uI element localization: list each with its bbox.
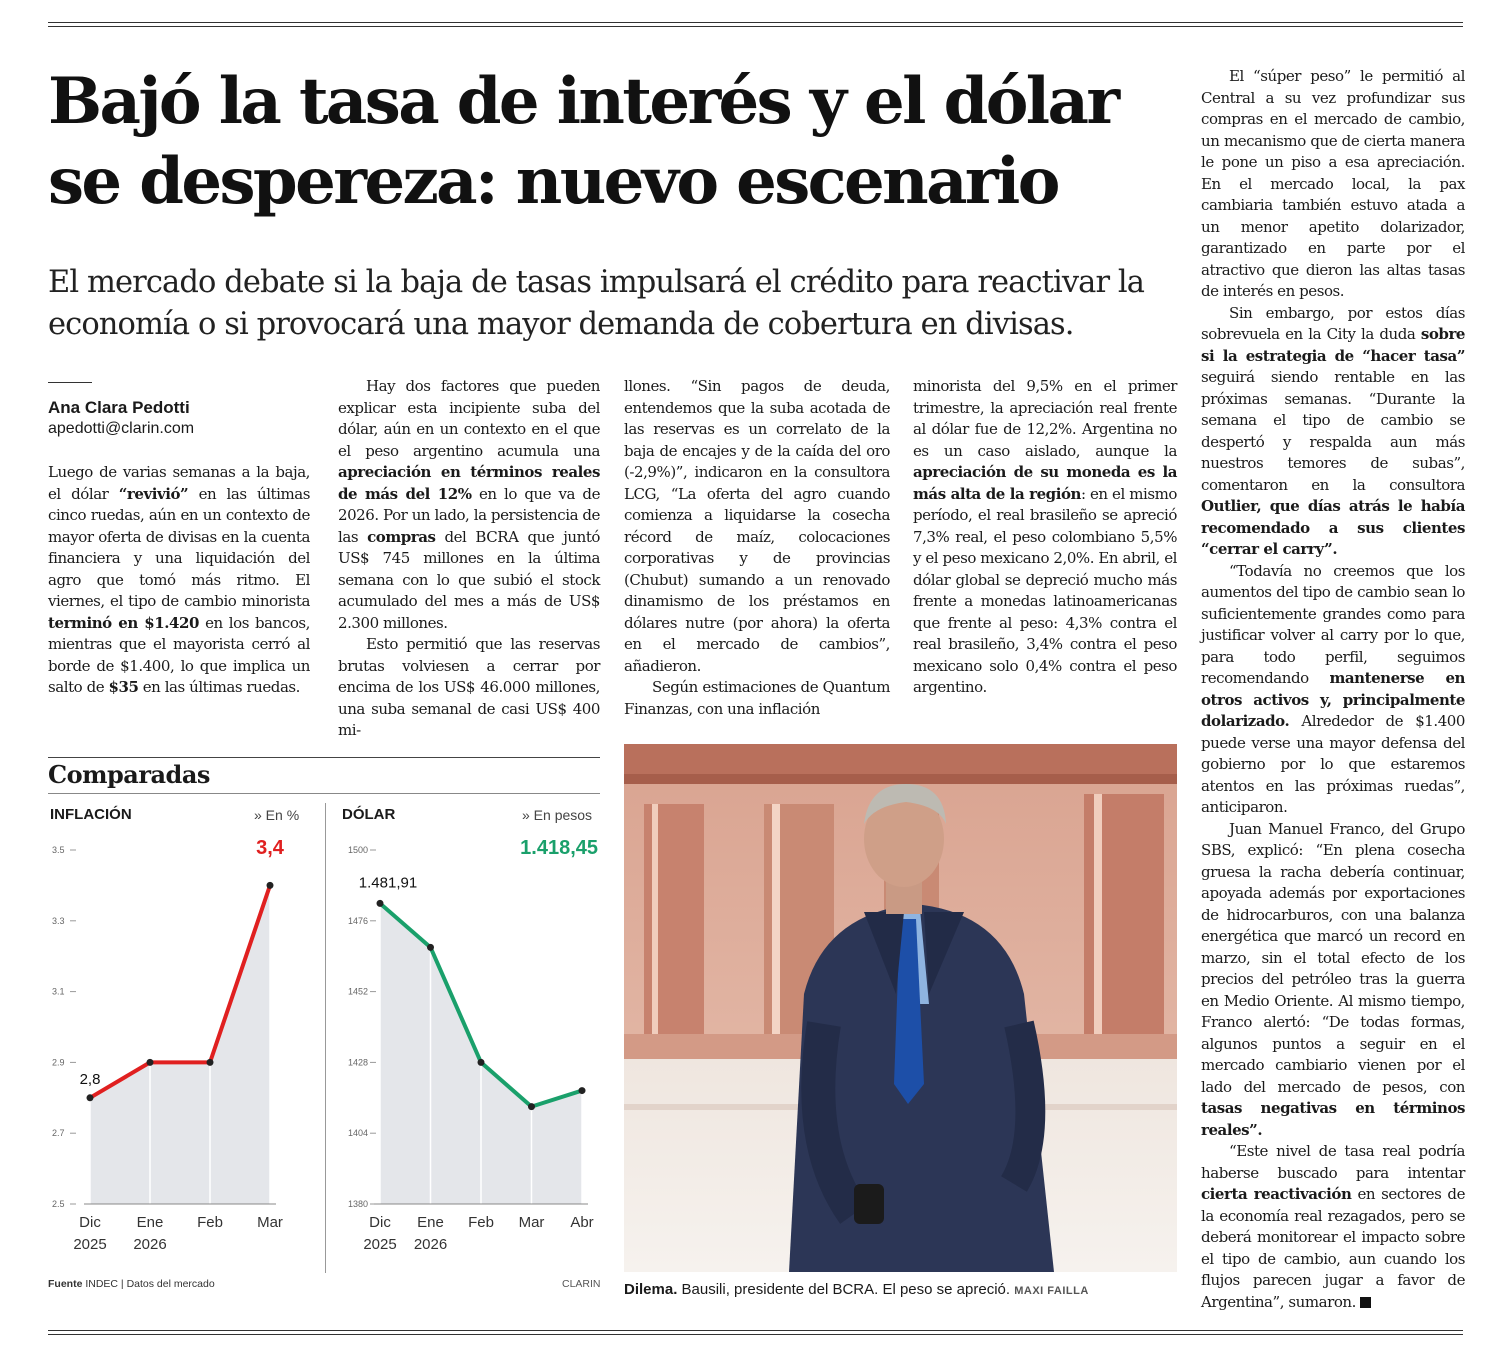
photo-credit: MAXI FAILLA xyxy=(1014,1285,1089,1297)
x-tick-label-year: 2026 xyxy=(133,1236,167,1253)
latest-value-label: 3,4 xyxy=(256,837,284,859)
x-tick-label: Ene xyxy=(136,1214,164,1231)
data-point xyxy=(267,882,274,889)
bottom-rule xyxy=(48,1330,1463,1331)
inflation-chart-title: INFLACIÓN xyxy=(50,806,132,823)
x-tick-label-year: 2025 xyxy=(73,1236,107,1253)
x-tick-label-year: 2026 xyxy=(413,1236,448,1253)
dollar-chart xyxy=(320,828,620,1278)
body-column-3 xyxy=(624,376,890,720)
headline-line-1: Bajó la tasa de interés y el dólar xyxy=(48,64,1118,139)
chart-top-rule xyxy=(48,757,600,758)
author-email: apedotti@clarin.com xyxy=(48,420,195,437)
data-point xyxy=(377,900,384,907)
photo-illustration xyxy=(624,744,1177,1272)
x-tick-label: Mar xyxy=(257,1214,283,1231)
source-label: Fuente xyxy=(48,1278,83,1290)
dollar-chart-title: DÓLAR xyxy=(342,806,396,823)
y-tick-label: 3.3 xyxy=(52,915,65,926)
end-of-article-mark xyxy=(1360,1297,1371,1308)
data-point xyxy=(528,1103,535,1110)
top-rule-double xyxy=(48,26,1463,27)
y-tick-label: 1500 xyxy=(348,845,369,855)
inflation-unit-label: » En % xyxy=(254,807,300,823)
body-paragraph: Sin embargo, por estos días sobrevuela en la City la duda sobre si la estrategia de “hacer tasa” seguirá siendo rentable en las próximas semanas. “Durante la semana el tipo de cambio se despertó y respalda aun más nuestros temores de subas”, comentaron en la consultora Outlier, que días atrás le había recomendado a sus clientes “cerrar el carry”. xyxy=(1201,303,1465,558)
chart-credit: CLARIN xyxy=(562,1278,601,1290)
chart-title-rule xyxy=(48,793,600,794)
y-tick-label: 2.7 xyxy=(52,1128,65,1139)
x-tick-label: Mar xyxy=(518,1214,545,1231)
x-tick-label-year: 2025 xyxy=(363,1236,397,1253)
body-paragraph: Según estimaciones de Quantum Finanzas, con una inflación xyxy=(624,678,890,718)
body-paragraph: Juan Manuel Franco, del Grupo SBS, explicó: “En plena cosecha gruesa la racha debería continuar, apoyada además por exportaciones de hidrocarburos, con una balanza energética que marcó un record en marzo, sin el total efecto de los precios del petróleo tras la guerra en Medio Oriente. Al mismo tiempo, Franco alertó: “De todas formas, algunos puntos a seguir en el mercado cambiario vienen por el lado del mercado de pesos, con tasas negativas en términos reales”. xyxy=(1201,819,1465,1139)
body-paragraph: llones. “Sin pagos de deuda, entendemos que la suba acotada de las reservas es un correlato de la baja de encajes y de la caída del oro (-2,9%)”, indicaron en la consultora LCG, “La oferta del agro cuando comienza a liquidarse la cosecha récord de maíz, colocaciones corporativas y de provincias (Chubut) sumando a un renovado dinamismo de los préstamos en dólares nutre (por ahora) la oferta en el mercado de cambios”, añadieron. xyxy=(624,377,890,675)
y-tick-label: 1428 xyxy=(348,1057,369,1068)
body-paragraph: Luego de varias semanas a la baja, el dólar “revivió” en las últimas cinco ruedas, aún en un contexto de mayor oferta de divisas en la cuenta financiera y una liquidación del agro que tomó más ritmo. El viernes, el tipo de cambio minorista terminó en $1.420 en los bancos, mientras que el mayorista cerró al borde de $1.400, lo que implica un salto de $35 en las últimas ruedas. xyxy=(48,463,310,696)
caption-text: Bausili, presidente del BCRA. El peso se apreció. xyxy=(681,1281,1011,1298)
chart-source xyxy=(48,1278,215,1290)
body-paragraph: Esto permitió que las reservas brutas volviesen a cerrar por encima de los US$ 46.000 millones, una suba semanal de casi US$ 400 mi- xyxy=(338,635,600,739)
body-paragraph: Hay dos factores que pueden explicar esta incipiente suba del dólar, aún en un contexto en el que el peso argentino acumula una apreciación en términos reales de más del 12% en lo que va de 2026. Por un lado, la persistencia de las compras del BCRA que juntó US$ 745 millones en la última semana con lo que subió el stock acumulado del mes a más de US$ 2.300 millones. xyxy=(338,377,601,632)
x-tick-label: Feb xyxy=(197,1214,223,1231)
data-point xyxy=(579,1087,586,1094)
photo-caption xyxy=(624,1281,1089,1298)
x-tick-label: Feb xyxy=(468,1214,494,1231)
y-tick-label: 2.9 xyxy=(52,1057,65,1068)
body-column-2 xyxy=(338,376,600,742)
data-point xyxy=(207,1059,214,1066)
top-rule xyxy=(48,22,1463,23)
series-area xyxy=(90,885,270,1204)
headline xyxy=(48,62,1188,222)
y-tick-label: 1452 xyxy=(348,986,369,997)
first-value-label: 2,8 xyxy=(79,1070,101,1088)
bottom-rule-double xyxy=(48,1334,1463,1335)
data-point xyxy=(87,1094,94,1101)
y-tick-label: 1476 xyxy=(348,915,369,926)
body-column-4 xyxy=(913,376,1177,699)
data-point xyxy=(147,1059,154,1066)
x-tick-label: Abr xyxy=(570,1214,594,1231)
body-paragraph: minorista del 9,5% en el primer trimestre, la apreciación real frente al dólar fue de 12,2%. Argentina no es un caso aislado, aunque la apreciación de su moneda es la más alta de la región: en el mismo período, el real brasileño se apreció 7,3% real, el peso colombiano 5,5% y el peso mexicano 2,0%. En abril, el dólar global se depreció mucho más frente a monedas latinoamericanas que frente al peso: 4,3% contra el real brasileño, 3,4% contra el peso mexicano solo 0,4% contra el peso argentino. xyxy=(913,377,1177,696)
caption-lead: Dilema. xyxy=(624,1281,678,1298)
body-paragraph: “Todavía no creemos que los aumentos del tipo de cambio sean lo suficientemente grandes como para justificar volver al carry por lo que, para todo perfil, seguimos recomendando mantenerse en otros activos y, principalmente dolarizado. Alrededor de $1.400 puede verse una mayor defensa del gobierno por lo que estaremos atentos en las próximas ruedas”, anticiparon. xyxy=(1201,561,1465,816)
y-tick-label: 3.5 xyxy=(52,845,65,855)
inflation-chart xyxy=(30,828,330,1278)
chart-section-title: Comparadas xyxy=(48,760,210,789)
subheadline: El mercado debate si la baja de tasas impulsará el crédito para reactivar la economía o si provocará una mayor demanda de cobertura en divisas. xyxy=(48,265,1145,342)
y-tick-label: 1404 xyxy=(348,1128,369,1139)
body-paragraph: El “súper peso” le permitió al Central a su vez profundizar sus compras en el mercado de cambio, un mecanismo que de cierta manera le pone un piso a esa apreciación. En el mercado local, la pax cambiaria también estuvo atada a un menor apetito dolarizador, garantizado en parte por el atractivo que dieron las altas tasas de interés en pesos. xyxy=(1201,67,1465,300)
x-tick-label: Ene xyxy=(417,1214,444,1231)
y-tick-label: 1380 xyxy=(348,1199,369,1209)
source-text: INDEC | Datos del mercado xyxy=(85,1278,215,1290)
first-value-label: 1.481,91 xyxy=(358,874,418,892)
data-point xyxy=(478,1059,485,1066)
dollar-unit-label: » En pesos xyxy=(522,807,593,823)
data-point xyxy=(427,944,434,951)
x-tick-label: Dic xyxy=(79,1214,101,1231)
article-photo xyxy=(624,744,1177,1272)
headline-line-2: se despereza: nuevo escenario xyxy=(48,144,1058,219)
latest-value-label: 1.418,45 xyxy=(520,837,598,859)
body-paragraph: “Este nivel de tasa real podría haberse buscado para intentar cierta reactivación en sectores de la economía real rezagados, pero se deberá monitorear el impacto sobre el tipo de cambio, aun cuando los flujos parecen jugar a favor de Argentina”, sumaron. xyxy=(1201,1142,1465,1311)
byline-rule xyxy=(48,382,92,383)
author-name: Ana Clara Pedotti xyxy=(48,398,190,417)
body-column-5 xyxy=(1201,66,1465,1313)
x-tick-label: Dic xyxy=(369,1214,391,1231)
body-column-1 xyxy=(48,462,310,699)
y-tick-label: 2.5 xyxy=(52,1199,65,1209)
y-tick-label: 3.1 xyxy=(52,986,65,997)
